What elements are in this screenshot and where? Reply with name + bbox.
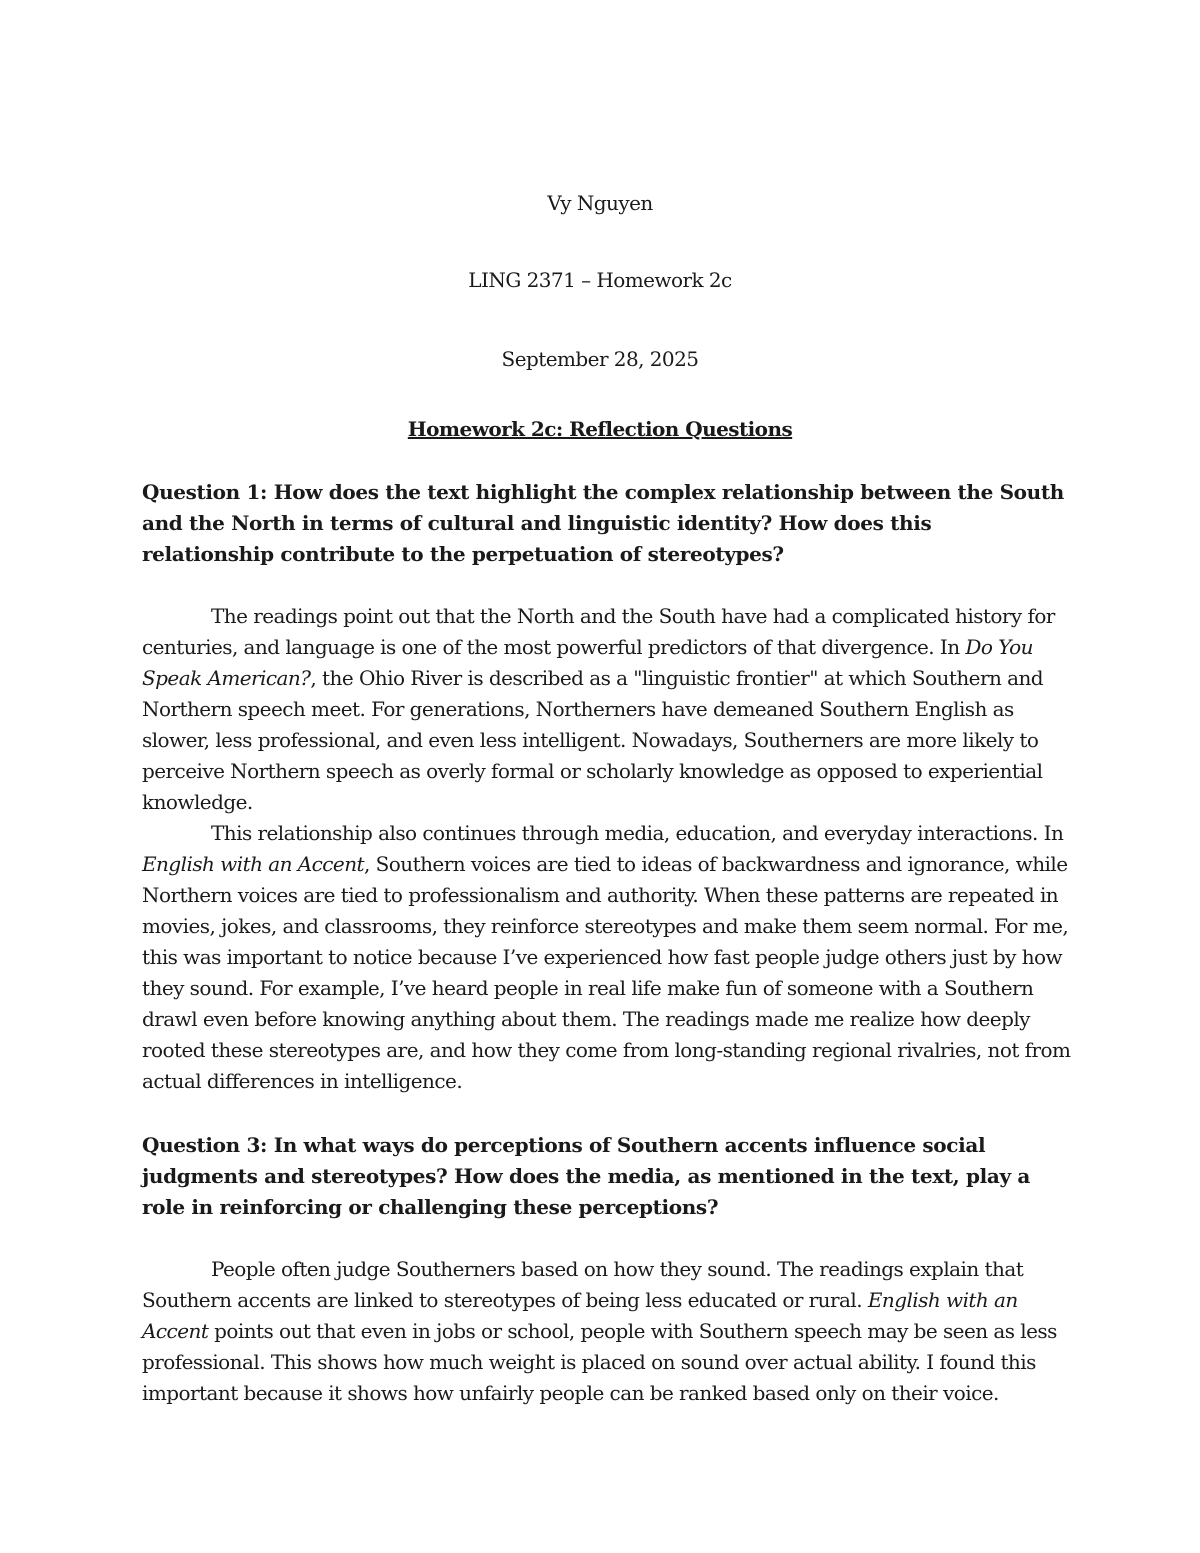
document-title: Homework 2c: Reflection Questions bbox=[407, 417, 793, 441]
date-line: September 28, 2025 bbox=[501, 347, 699, 371]
paragraph-text: The readings point out that the North and the South have had a complicated history for centuries, and language is one of the most powerful predictors of that divergence. In bbox=[142, 604, 1055, 659]
question-3-prompt: Question 3: In what ways do perceptions of Southern accents influence social judgments and stereotypes? How does the media, as mentioned in the text, play a role in reinforcing or challenging these perceptions? bbox=[142, 1133, 1030, 1219]
paragraph-text: points out that even in jobs or school, people with Southern speech may be seen as less professional. This shows how much weight is placed on sound over actual ability. I found this important because it shows how unfairly people can be ranked based only on their voice. bbox=[142, 1319, 1057, 1405]
paragraph-text: , the Ohio River is described as a "linguistic frontier" at which Southern and Northern speech meet. For generations, Northerners have demeaned Southern English as slower, less professional, and even less intelligent. Nowadays, Southerners are more likely to perceive Northern speech as overly formal or scholarly knowledge as opposed to experiential knowledge. bbox=[142, 666, 1044, 814]
paragraph-text: , Southern voices are tied to ideas of backwardness and ignorance, while Northern voices are tied to professionalism and authority. When these patterns are repeated in movies, jokes, and classrooms, they reinforce stereotypes and make them seem normal. For me, this was important to notice because I’ve experienced how fast people judge others just by how they sound. For example, I’ve heard people in real life make fun of someone with a Southern drawl even before knowing anything about them. The readings made me realize how deeply rooted these stereotypes are, and how they come from long-standing regional rivalries, not from actual differences in intelligence. bbox=[142, 852, 1071, 1093]
paragraph-text: People often judge Southerners based on how they sound. The readings explain that Southern accents are linked to stereotypes of being less educated or rural. bbox=[142, 1257, 1024, 1312]
work-title: English with an Accent bbox=[142, 1288, 1018, 1343]
question-3-paragraph-1 bbox=[142, 1254, 1072, 1409]
course-line: LING 2371 – Homework 2c bbox=[468, 268, 732, 292]
author-name: Vy Nguyen bbox=[547, 191, 653, 215]
question-1-prompt: Question 1: How does the text highlight the complex relationship between the South and the North in terms of cultural and linguistic identity? How does this relationship contribute to the perpetuation of stereotypes? bbox=[142, 480, 1064, 566]
work-title: Do You Speak American? bbox=[142, 635, 1033, 690]
work-title: English with an Accent bbox=[142, 852, 365, 876]
question-1-paragraph-1 bbox=[142, 601, 1072, 818]
paragraph-text: This relationship also continues through media, education, and everyday interactions. In bbox=[211, 821, 1064, 845]
question-1-paragraph-2 bbox=[142, 818, 1072, 1097]
